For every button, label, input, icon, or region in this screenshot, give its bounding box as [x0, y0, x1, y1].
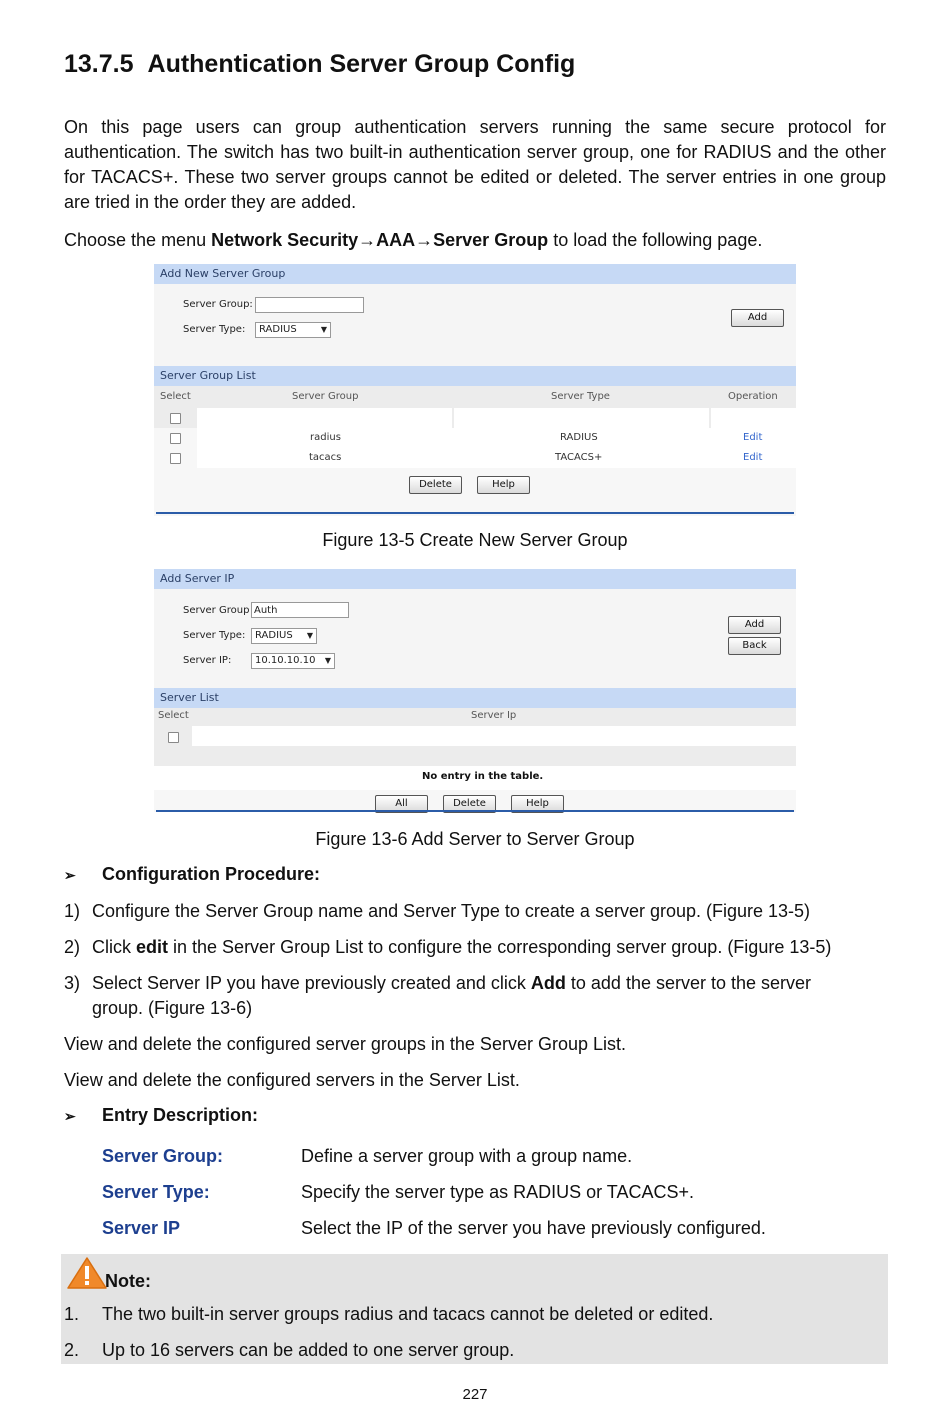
server-ip-select[interactable] [251, 653, 335, 669]
edit-link[interactable]: Edit [743, 452, 763, 463]
bullet-arrow-icon: ➢ [64, 1108, 76, 1124]
step-text-bold: Add [530, 973, 566, 993]
server-group-label: Server Group: [183, 299, 253, 310]
note-item [64, 1340, 514, 1361]
menu-path: Network Security→AAA→Server Group [211, 230, 549, 250]
menu-suffix: to load the following page. [548, 230, 763, 250]
server-group-label: Server Group [183, 605, 250, 616]
list-item [64, 935, 886, 960]
entry-desc: Specify the server type as RADIUS or TACACS+. [301, 1182, 694, 1202]
entry-term: Server Type: [102, 1182, 210, 1202]
entry-heading-text: Entry Description: [102, 1105, 259, 1125]
column-server-ip: Server Ip [471, 710, 517, 721]
select-all-checkbox[interactable] [168, 732, 179, 743]
back-button[interactable]: Back [728, 637, 781, 655]
note-item-number: 1. [64, 1304, 80, 1324]
entry-heading [64, 1105, 258, 1126]
all-button[interactable]: All [375, 795, 428, 813]
help-button[interactable]: Help [477, 476, 530, 494]
dropdown-arrow-icon: ▼ [324, 656, 331, 665]
note-box [61, 1254, 888, 1364]
column-server-type: Server Type [551, 391, 610, 402]
procedure-heading [64, 864, 320, 885]
section-title [64, 50, 575, 79]
entry-desc: Select the IP of the server you have previously configured. [301, 1218, 766, 1238]
dropdown-arrow-icon: ▼ [306, 631, 313, 640]
figure-caption: Figure 13-5 Create New Server Group [322, 530, 628, 550]
step-number: 2) [64, 937, 81, 957]
add-server-ip-header: Add Server IP [154, 569, 796, 589]
server-group-list [154, 386, 796, 516]
edit-link[interactable]: Edit [743, 432, 763, 443]
row-checkbox[interactable] [170, 433, 181, 444]
server-type-label: Server Type: [183, 630, 246, 641]
column-operation: Operation [728, 391, 778, 402]
step-number: 3) [64, 973, 81, 993]
server-type-select[interactable] [255, 322, 331, 338]
server-ip-label: Server IP: [183, 655, 232, 666]
entry-desc: Define a server group with a group name. [301, 1146, 633, 1166]
table-row-type: TACACS+ [555, 452, 603, 463]
note-item [64, 1304, 713, 1325]
server-list-header: Server List [154, 688, 796, 708]
entry-term: Server Group: [102, 1146, 224, 1166]
view-servers-text: View and delete the configured servers in the Server List. [64, 1070, 520, 1090]
table-row-group: tacacs [309, 452, 342, 463]
note-item-text: Up to 16 servers can be added to one server group. [102, 1340, 515, 1360]
menu-sentence [64, 228, 886, 253]
note-label: Note: [105, 1271, 151, 1291]
server-type-value: RADIUS [255, 630, 293, 641]
server-ip-value: 10.10.10.10 [255, 655, 316, 666]
step-text: Configure the Server Group name and Server Type to create a server group. (Figure 13-5) [92, 901, 811, 921]
page-number: 227 [462, 1386, 488, 1403]
table-row-group: radius [310, 432, 341, 443]
step-continuation: group. (Figure 13-6) [92, 998, 253, 1018]
warning-icon [66, 1256, 108, 1290]
server-group-input[interactable] [255, 297, 364, 313]
step-text-pre: Click [92, 937, 136, 957]
bullet-arrow-icon: ➢ [64, 867, 76, 883]
add-server-ip-form [154, 589, 796, 688]
figure-add-server-to-group [154, 569, 796, 812]
step-text-pre: Select Server IP you have previously created and click [92, 973, 531, 993]
procedure-heading-text: Configuration Procedure: [102, 864, 321, 884]
section-number: 13.7.5 [64, 50, 134, 78]
server-group-input[interactable] [251, 602, 349, 618]
row-checkbox[interactable] [170, 453, 181, 464]
column-select: Select [160, 391, 191, 402]
server-group-list-header: Server Group List [154, 366, 796, 386]
step-text-post: to add the server to the server [565, 973, 812, 993]
add-button[interactable]: Add [728, 616, 781, 634]
figure-create-server-group [154, 264, 796, 516]
entry-term: Server IP [102, 1218, 181, 1238]
step-number: 1) [64, 901, 81, 921]
figure-rule [156, 810, 794, 812]
add-button[interactable]: Add [731, 309, 784, 327]
note-item-number: 2. [64, 1340, 80, 1360]
column-server-group: Server Group [292, 391, 359, 402]
server-type-label: Server Type: [183, 324, 246, 335]
intro-paragraph: On this page users can group authentication servers running the same secure protocol for authentication. The switch has two built-in authentication server group, one for RADIUS and the other for TACACS+. These two server groups cannot be edited or deleted. The server entries in one group are tried in the order they are added. [64, 117, 886, 212]
note-item-text: The two built-in server groups radius and tacacs cannot be deleted or edited. [102, 1304, 714, 1324]
help-button[interactable]: Help [511, 795, 564, 813]
delete-button[interactable]: Delete [443, 795, 496, 813]
section-heading: Authentication Server Group Config [147, 50, 576, 78]
delete-button[interactable]: Delete [409, 476, 462, 494]
table-row-type: RADIUS [560, 432, 598, 443]
list-item [64, 899, 886, 924]
figure-caption: Figure 13-6 Add Server to Server Group [315, 829, 635, 849]
server-type-value: RADIUS [259, 324, 297, 335]
figure-rule [156, 512, 794, 514]
step-text-bold: edit [136, 937, 169, 957]
list-item [64, 971, 886, 996]
add-server-group-form [154, 284, 796, 366]
add-new-server-group-header: Add New Server Group [154, 264, 796, 284]
menu-prefix: Choose the menu [64, 230, 212, 250]
server-type-select[interactable] [251, 628, 317, 644]
column-select: Select [158, 710, 189, 721]
step-text-post: in the Server Group List to configure the corresponding server group. (Figure 13-5) [168, 937, 832, 957]
empty-table-message: No entry in the table. [422, 771, 544, 782]
dropdown-arrow-icon: ▼ [320, 325, 327, 334]
select-all-checkbox[interactable] [170, 413, 181, 424]
server-list [154, 708, 796, 812]
view-groups-text: View and delete the configured server groups in the Server Group List. [64, 1034, 626, 1054]
